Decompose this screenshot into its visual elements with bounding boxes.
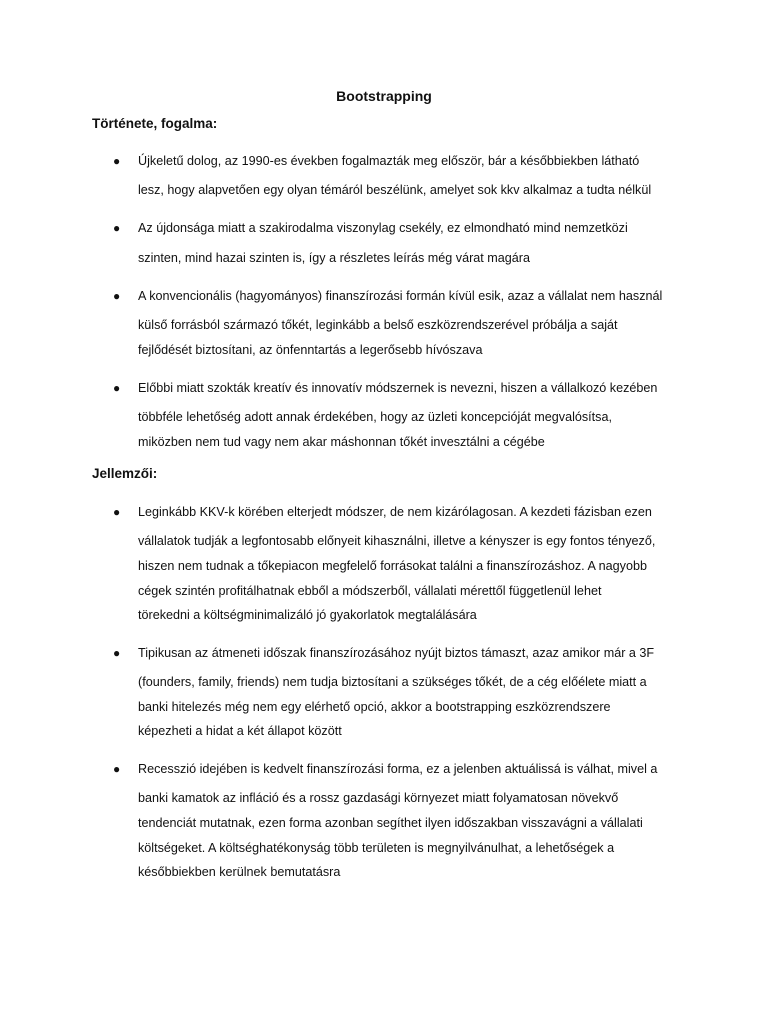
list-item-line: külső forrásból származó tőkét, leginkább a belső eszközrendszerével próbálja a saját (138, 318, 618, 332)
list-item-line: miközben nem tud vagy nem akar máshonnan tőkét invesztálni a cégébe (138, 435, 545, 449)
list-item (138, 218, 678, 268)
bullet-icon: ● (113, 289, 121, 303)
list-item (138, 759, 678, 882)
bullet-icon: ● (113, 221, 121, 235)
list-item-line: költségeket. A költséghatékonyság több területen is megnyilvánulhat, a lehetőségek a (138, 841, 615, 855)
list-item-line: cégek szintén profitálhatnak ebből a módszerből, vállalati mérettől függetlenül lehet (138, 584, 602, 598)
bullet-icon: ● (113, 762, 121, 776)
list-item-line: szinten, mind hazai szinten is, így a részletes leírás még várat magára (138, 251, 530, 265)
section-heading-characteristics: Jellemzői: (92, 466, 158, 481)
list-item-line: hiszen nem tudnak a tőkepiacon megfelelő forrásokat találni a finanszírozáshoz. A nagyobb (138, 559, 647, 573)
list-item-line: A konvencionális (hagyományos) finanszírozási formán kívül esik, azaz a vállalat nem használ (138, 289, 663, 303)
bullet-icon: ● (113, 381, 121, 395)
list-item-line: banki hitelezés még nem egy elérhető opció, akkor a bootstrapping eszközrendszere (138, 700, 611, 714)
list-item-line: Újkeletű dolog, az 1990-es években fogalmazták meg először, bár a későbbiekben látható (138, 154, 640, 168)
list-item-line: Recesszió idejében is kedvelt finanszírozási forma, ez a jelenben aktuálissá is válhat, mivel a (138, 762, 658, 776)
list-item (138, 286, 678, 360)
bullet-icon: ● (113, 154, 121, 168)
list-item-line: későbbiekben kerülnek bemutatásra (138, 865, 341, 879)
list-item-line: Tipikusan az átmeneti időszak finanszírozásához nyújt biztos támaszt, azaz amikor már a 3F (138, 646, 655, 660)
list-item-line: fejlődését biztosítani, az önfenntartás a legerősebb hívószava (138, 343, 483, 357)
list-item-line: többféle lehetőség adott annak érdekében, hogy az üzleti koncepcióját megvalósítsa, (138, 410, 612, 424)
document-title: Bootstrapping (336, 88, 432, 104)
list-item (138, 502, 678, 625)
list-item (138, 151, 678, 200)
section-heading-history: Története, fogalma: (92, 116, 218, 131)
list-item-line: vállalatok tudják a legfontosabb előnyeit kihasználni, illetve a kényszer is egy fontos tényező, (138, 534, 656, 548)
list-item-line: tendenciát mutatnak, ezen forma azonban segíthet ilyen időszakban visszavágni a vállalati (138, 816, 643, 830)
list-item-line: képezheti a hidat a két állapot között (138, 724, 342, 738)
bullet-icon: ● (113, 646, 121, 660)
list-item-line: Előbbi miatt szokták kreatív és innovatív módszernek is nevezni, hiszen a vállalkozó kezében (138, 381, 658, 395)
list-item-line: törekedni a költségminimalizáló jó gyakorlatok megtalálására (138, 608, 477, 622)
bullet-icon: ● (113, 505, 121, 519)
list-item-line: Leginkább KKV-k körében elterjedt módszer, de nem kizárólagosan. A kezdeti fázisban ezen (138, 505, 652, 519)
list-item (138, 643, 678, 741)
list-item-line: (founders, family, friends) nem tudja biztosítani a szükséges tőkét, de a cég előélete miatt a (138, 675, 647, 689)
list-item (138, 378, 678, 452)
list-item-line: banki kamatok az infláció és a rossz gazdasági környezet miatt folyamatosan növekvő (138, 791, 619, 805)
list-item-line: lesz, hogy alapvetően egy olyan témáról beszélünk, amelyet sok kkv alkalmaz a tudta nélkül (138, 183, 652, 197)
list-item-line: Az újdonsága miatt a szakirodalma viszonylag csekély, ez elmondható mind nemzetközi (138, 221, 628, 235)
